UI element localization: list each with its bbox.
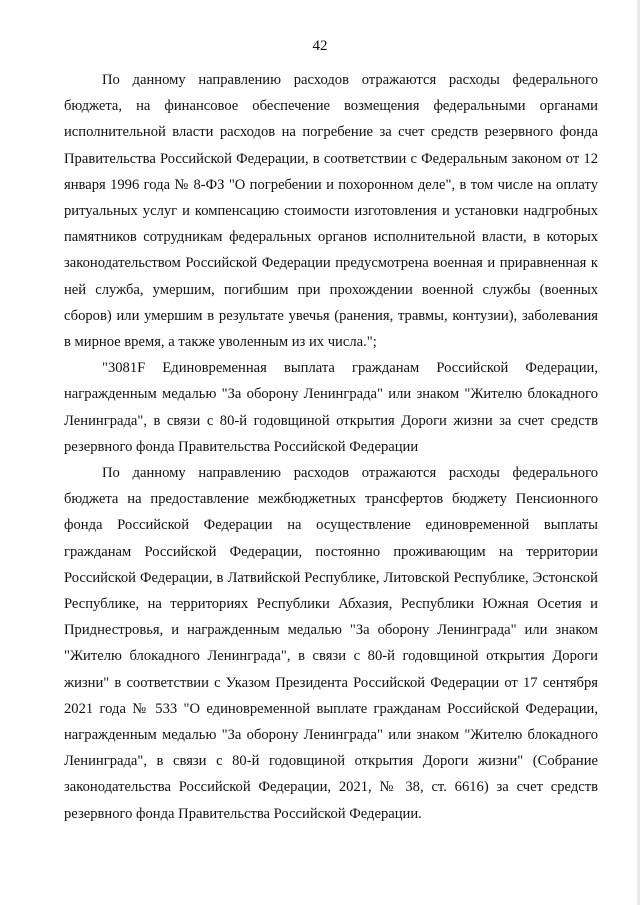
paragraph-funeral-expenses: По данному направлению расходов отражаются расходы федерального бюджета, на финансовое обеспечение возмещения федеральными органами исполнительной власти расходов на погребение за счет средств резервного фонда Правительства Российской Федерации, в соответствии с Федеральным законом от 12 января 1996 года № 8-ФЗ "О погребении и похоронном деле", в том числе на оплату ритуальных услуг и компенсацию стоимости изготовления и установки надгробных памятников сотрудникам федеральных органов исполнительной власти, в которых законодательством Российской Федерации предусмотрена военная и приравненная к ней служба, умершим, погибшим при прохождении военной службы (военных сборов) или умершим в результате увечья (ранения, травмы, контузии), заболевания в мирное время, а также уволенным из их числа.";: [64, 72, 598, 351]
page-number: 42: [312, 38, 328, 54]
paragraph-code-3081f: "3081F Единовременная выплата гражданам Российской Федерации, награжденным медалью "За оборону Ленинграда" или знаком "Жителю блокадного Ленинграда", в связи с 80-й годовщиной открытия Дороги жизни за счет средств резервного фонда Правительства Российской Федерации: [64, 360, 598, 455]
document-body: [64, 67, 598, 827]
paragraph-leningrad-payment: По данному направлению расходов отражаются расходы федерального бюджета на предоставление межбюджетных трансфертов бюджету Пенсионного фонда Российской Федерации на осуществление единовременной выплаты гражданам Российской Федерации, постоянно проживающим на территории Российской Федерации, в Латвийской Республике, Литовской Республике, Эстонской Республике, на территориях Республики Абхазия, Республики Южная Осетия и Приднестровья, и награжденным медалью "За оборону Ленинграда" или знаком "Жителю блокадного Ленинграда", в связи с 80-й годовщиной открытия Дороги жизни" в соответствии с Указом Президента Российской Федерации от 17 сентября 2021 года № 533 "О единовременной выплате гражданам Российской Федерации, награжденным медалью "За оборону Ленинграда" или знаком "Жителю блокадного Ленинграда", в связи с 80-й годовщиной открытия Дороги жизни" (Собрание законодательства Российской Федерации, 2021, № 38, ст. 6616) за счет средств резервного фонда Правительства Российской Федерации.: [64, 465, 598, 822]
